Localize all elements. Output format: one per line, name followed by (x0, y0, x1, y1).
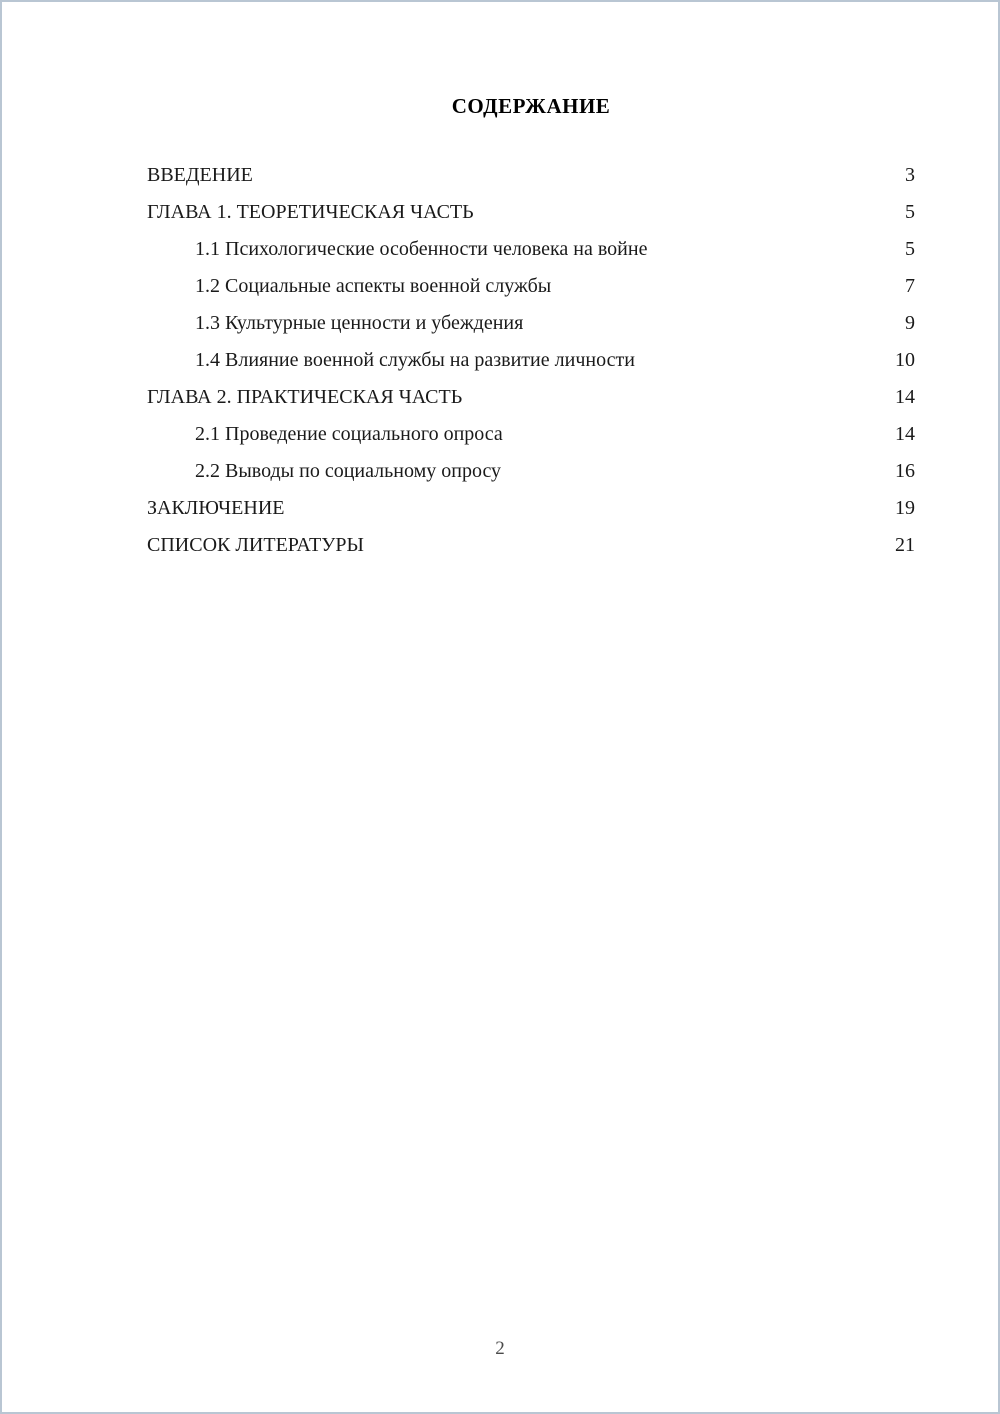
toc-entry-row (147, 490, 915, 527)
toc-entry-label: 2.2 Выводы по социальному опросу (195, 460, 502, 482)
toc-entry-label: 1.4 Влияние военной службы на развитие личности (195, 349, 635, 371)
toc-entry-label: 1.2 Социальные аспекты военной службы (195, 275, 552, 297)
toc-entry-label: СПИСОК ЛИТЕРАТУРЫ (147, 534, 364, 556)
toc-list (147, 157, 915, 564)
toc-entry-page: 19 (895, 497, 915, 519)
toc-entry-page: 21 (895, 534, 915, 556)
toc-entry-row (147, 416, 915, 453)
toc-entry-row (147, 527, 915, 564)
toc-entry-page: 14 (895, 423, 915, 445)
toc-entry-row (147, 342, 915, 379)
toc-entry-page: 14 (895, 386, 915, 408)
toc-entry-label: ГЛАВА 2. ПРАКТИЧЕСКАЯ ЧАСТЬ (147, 386, 463, 408)
toc-entry-page: 10 (895, 349, 915, 371)
toc-entry-page: 3 (905, 164, 915, 186)
toc-entry-label: ГЛАВА 1. ТЕОРЕТИЧЕСКАЯ ЧАСТЬ (147, 201, 474, 223)
toc-entry-label: 2.1 Проведение социального опроса (195, 423, 503, 445)
footer-page-number: 2 (495, 1338, 505, 1359)
toc-entry-row (147, 305, 915, 342)
toc-entry-row (147, 157, 915, 194)
toc-entry-row (147, 194, 915, 231)
toc-entry-page: 16 (895, 460, 915, 482)
toc-entry-row (147, 453, 915, 490)
toc-entry-page: 9 (905, 312, 915, 334)
page-content (2, 2, 998, 564)
toc-entry-row (147, 268, 915, 305)
toc-entry-page: 7 (905, 275, 915, 297)
toc-entry-label: ЗАКЛЮЧЕНИЕ (147, 497, 285, 519)
toc-entry-page: 5 (905, 238, 915, 260)
toc-entry-label: 1.3 Культурные ценности и убеждения (195, 312, 524, 334)
toc-entry-row (147, 379, 915, 416)
toc-entry-page: 5 (905, 201, 915, 223)
toc-entry-row (147, 231, 915, 268)
page-title: СОДЕРЖАНИЕ (451, 94, 611, 118)
toc-entry-label: 1.1 Психологические особенности человека на войне (195, 238, 648, 260)
toc-entry-label: ВВЕДЕНИЕ (147, 164, 253, 186)
